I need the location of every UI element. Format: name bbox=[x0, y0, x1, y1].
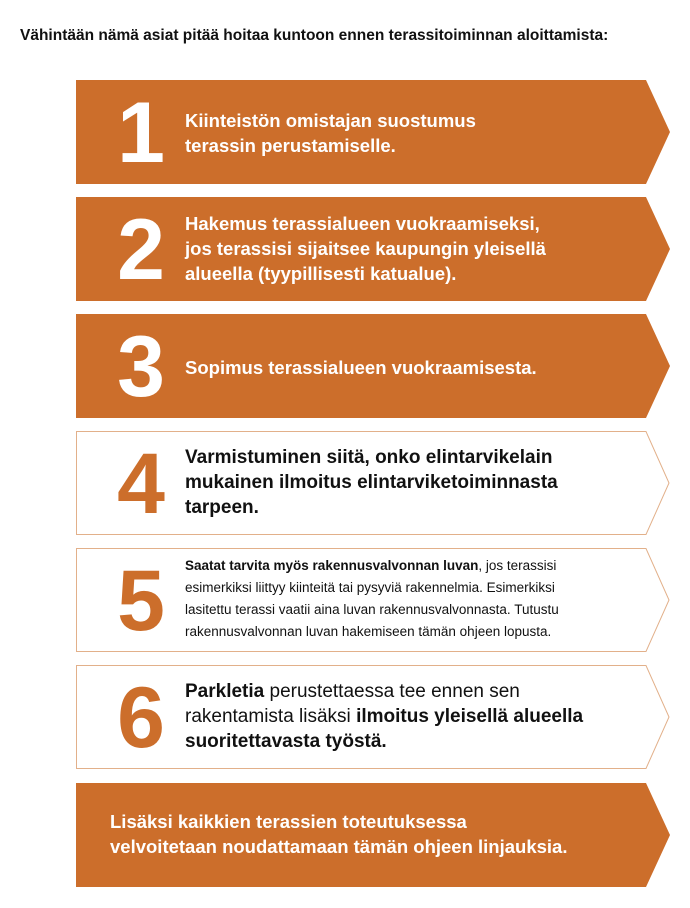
step-5 bbox=[76, 548, 670, 652]
step-5-number: 5 bbox=[117, 553, 165, 649]
final-note-text: Lisäksi kaikkien terassien toteutuksessa velvoitetaan noudattamaan tämän ohjeen linjauksia. bbox=[110, 811, 568, 857]
step-2 bbox=[76, 197, 670, 301]
step-3-text: Sopimus terassialueen vuokraamisesta. bbox=[185, 357, 537, 378]
step-6-number: 6 bbox=[117, 670, 165, 766]
final-note bbox=[76, 783, 670, 887]
step-3 bbox=[76, 314, 670, 418]
step-4-text: Varmistuminen siitä, onko elintarvikelain mukainen ilmoitus elintarviketoiminnasta tarpeen. bbox=[185, 447, 558, 518]
step-1 bbox=[76, 80, 670, 184]
step-2-number: 2 bbox=[117, 202, 165, 298]
step-6-text: Parkletia perustettaessa tee ennen sen rakentamista lisäksi ilmoitus yleisellä alueella suoritettavasta työstä. bbox=[185, 681, 584, 752]
step-1-text: Kiinteistön omistajan suostumus terassin perustamiselle. bbox=[185, 110, 476, 156]
step-5-text: Saatat tarvita myös rakennusvalvonnan luvan, jos terassisi esimerkiksi liittyy kiinteitä tai pysyviä rakennelmia. Esimerkiksi lasitettu terassi vaatii aina luvan rakennusvalvonnasta. Tutustu rakennusvalvonnan luvan hakemiseen tämän ohjeen lopusta. bbox=[185, 558, 559, 639]
step-1-number: 1 bbox=[117, 85, 165, 181]
step-4-number: 4 bbox=[117, 436, 165, 532]
step-4 bbox=[76, 431, 670, 535]
step-5-bold-text: Saatat tarvita myös rakennusvalvonnan luvan bbox=[185, 558, 479, 573]
step-2-text: Hakemus terassialueen vuokraamiseksi, jos terassisi sijaitsee kaupungin yleisellä alueella (tyypillisesti katualue). bbox=[185, 213, 546, 284]
page-heading: Vähintään nämä asiat pitää hoitaa kuntoon ennen terassitoiminnan aloittamista: bbox=[20, 27, 609, 44]
step-3-number: 3 bbox=[117, 319, 165, 415]
step-6 bbox=[76, 665, 670, 769]
